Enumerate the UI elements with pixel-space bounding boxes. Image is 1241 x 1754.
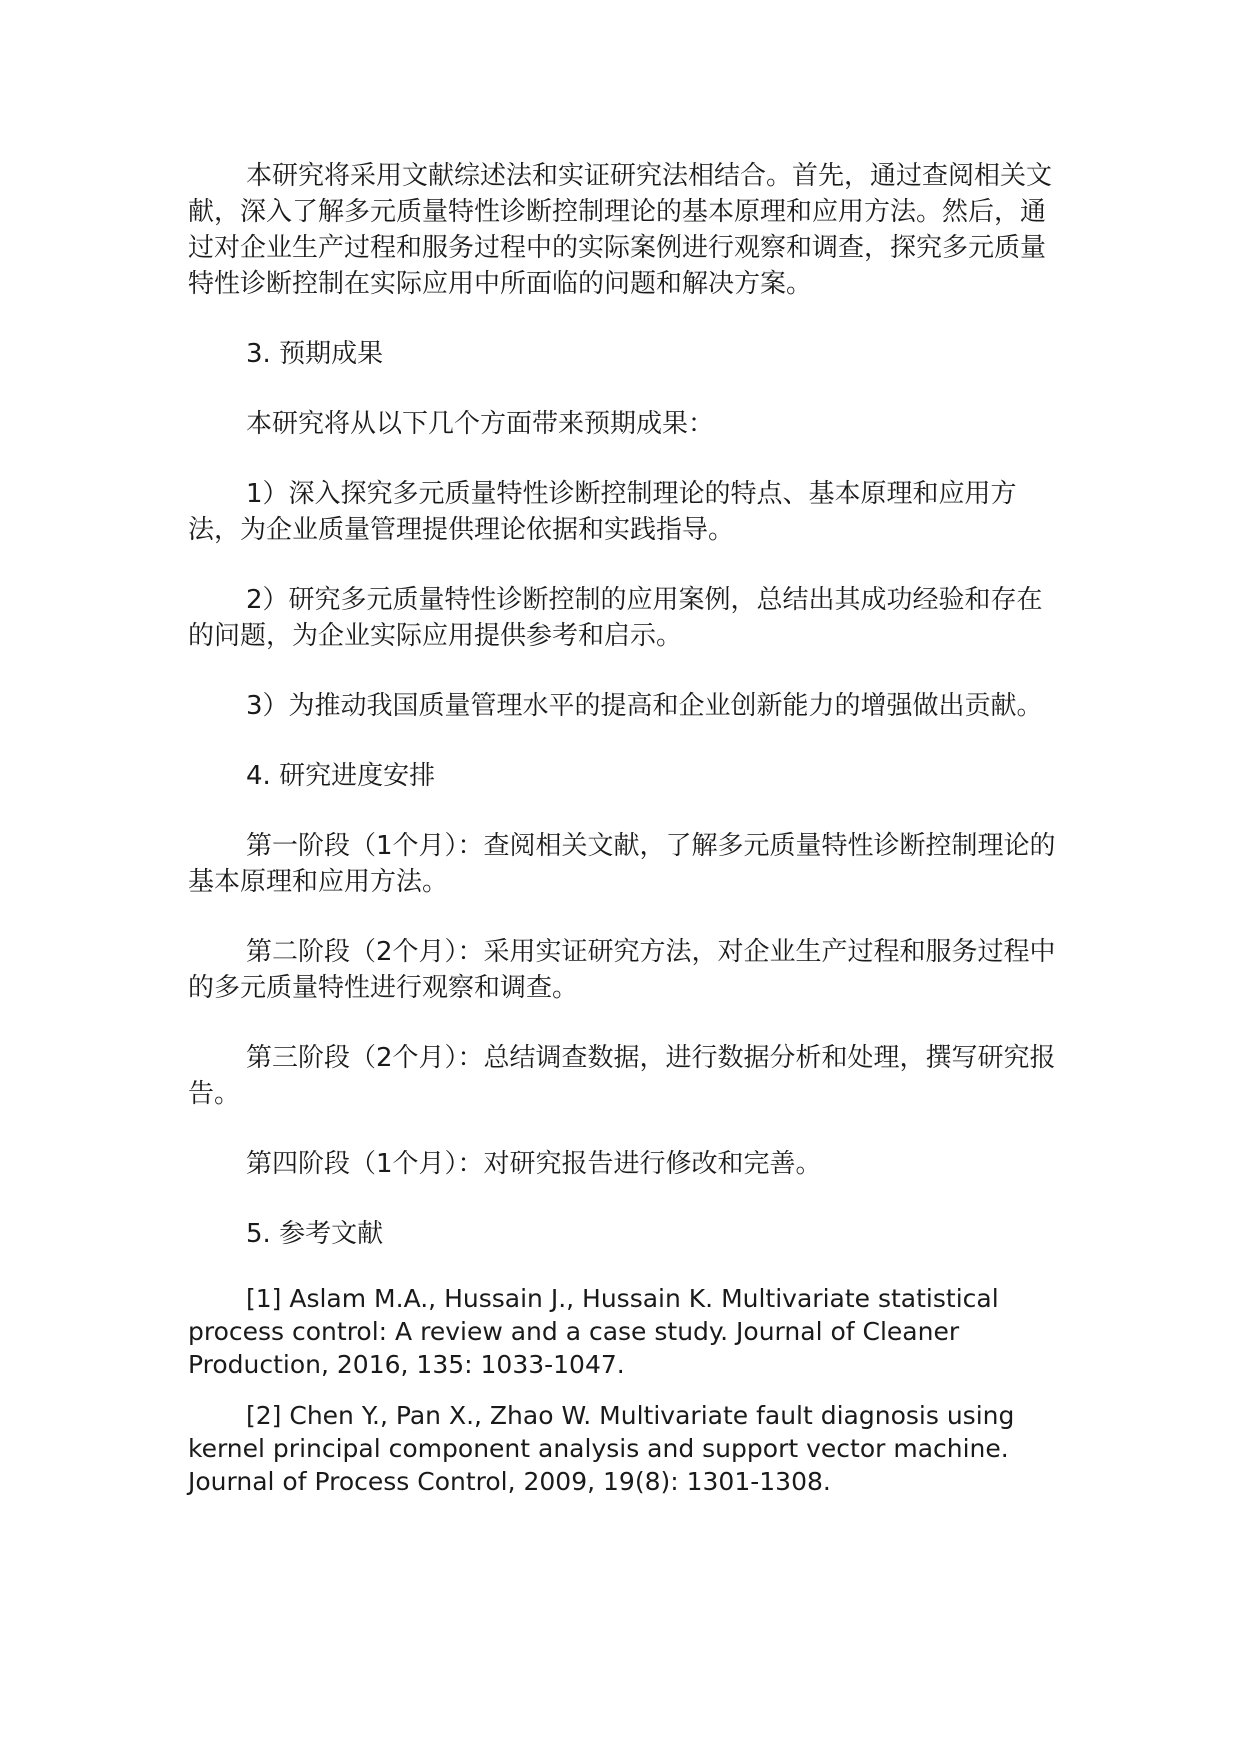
reference-2: [2] Chen Y., Pan X., Zhao W. Multivariate fault diagnosis using kernel principal component analysis and support vector machine. Journal of Process Control, 2009, 19(8): 1301-1308. — [188, 1401, 1015, 1496]
section-heading-schedule: 4. 研究进度安排 — [246, 761, 436, 791]
section-heading-expected-results: 3. 预期成果 — [246, 339, 384, 369]
reference-1: [1] Aslam M.A., Hussain J., Hussain K. Multivariate statistical process control: A review and a case study. Journal of Cleaner Production, 2016, 135: 1033-1047. — [188, 1284, 999, 1379]
paragraph-result-3: 3）为推动我国质量管理水平的提高和企业创新能力的增强做出贡献。 — [246, 691, 1043, 721]
section-heading-references: 5. 参考文献 — [246, 1219, 384, 1249]
paragraph-stage-3: 第三阶段（2个月）：总结调查数据，进行数据分析和处理，撰写研究报告。 — [188, 1043, 1056, 1109]
paragraph-results-intro: 本研究将从以下几个方面带来预期成果： — [246, 409, 715, 439]
paragraph-stage-1: 第一阶段（1个月）：查阅相关文献，了解多元质量特性诊断控制理论的基本原理和应用方法。 — [188, 831, 1056, 897]
paragraph-methods: 本研究将采用文献综述法和实证研究法相结合。首先，通过查阅相关文献，深入了解多元质量特性诊断控制理论的基本原理和应用方法。然后，通过对企业生产过程和服务过程中的实际案例进行观察和调查，探究多元质量特性诊断控制在实际应用中所面临的问题和解决方案。 — [188, 161, 1053, 299]
paragraph-result-1: 1）深入探究多元质量特性诊断控制理论的特点、基本原理和应用方法，为企业质量管理提供理论依据和实践指导。 — [188, 479, 1017, 545]
paragraph-stage-4: 第四阶段（1个月）：对研究报告进行修改和完善。 — [246, 1149, 822, 1179]
paragraph-result-2: 2）研究多元质量特性诊断控制的应用案例，总结出其成功经验和存在的问题，为企业实际应用提供参考和启示。 — [188, 585, 1043, 651]
document-body — [188, 158, 1068, 1516]
paragraph-stage-2: 第二阶段（2个月）：采用实证研究方法，对企业生产过程和服务过程中的多元质量特性进行观察和调查。 — [188, 937, 1056, 1003]
